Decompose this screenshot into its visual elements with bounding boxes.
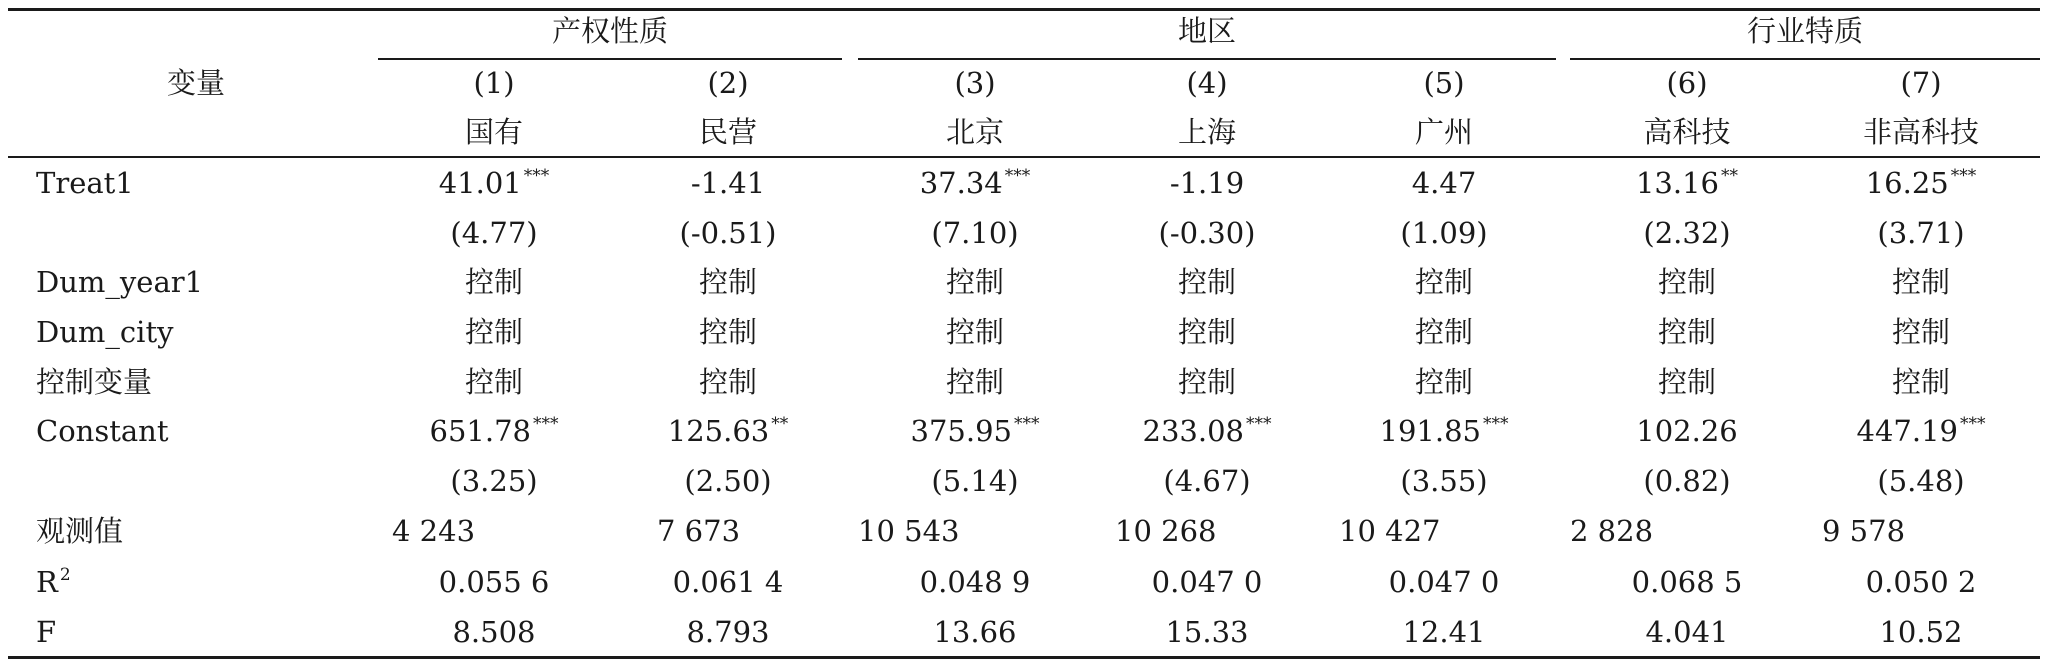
- significance-stars: ***: [1950, 166, 1977, 186]
- table-cell: 控制: [1177, 315, 1237, 349]
- table-cell: (-0.51): [679, 216, 777, 250]
- row-label: Dum_year1: [36, 265, 204, 299]
- group-header-ownership: 产权性质: [551, 14, 669, 48]
- table-cell: 控制: [1657, 265, 1717, 299]
- table-cell: 控制: [1891, 365, 1951, 399]
- table-cell: 控制: [945, 365, 1005, 399]
- table-cell: 控制: [1657, 365, 1717, 399]
- table-cell: 控制: [1891, 265, 1951, 299]
- significance-stars: ***: [1013, 414, 1040, 434]
- header-bottom-rule: [8, 156, 2040, 158]
- table-cell: (7.10): [931, 216, 1019, 250]
- significance-stars: ***: [532, 414, 559, 434]
- row-label: R $^2$: [36, 565, 71, 599]
- table-cell: 10 427: [1339, 514, 1441, 548]
- table-cell: (2.32): [1643, 216, 1731, 250]
- table-cell: 651.78 ***: [429, 414, 559, 448]
- column-header: 上海: [1177, 115, 1237, 149]
- table-cell: 2 828: [1570, 514, 1654, 548]
- table-cell: 4 243: [392, 514, 476, 548]
- column-header: 广州: [1414, 115, 1474, 149]
- table-cell: (3.25): [450, 464, 538, 498]
- table-cell: 9 578: [1822, 514, 1906, 548]
- table-cell: 0.061 4: [672, 565, 784, 599]
- table-cell: 13.16 **: [1635, 166, 1739, 200]
- row-label: F: [36, 615, 57, 649]
- column-number: (6): [1666, 66, 1708, 100]
- row-label: Dum_city: [36, 315, 174, 349]
- table-cell: (1.09): [1400, 216, 1488, 250]
- table-cell: 0.068 5: [1631, 565, 1743, 599]
- table-cell: 10 268: [1115, 514, 1217, 548]
- column-number: (3): [954, 66, 996, 100]
- variable-header: 变量: [166, 66, 226, 100]
- table-cell: 0.048 9: [919, 565, 1031, 599]
- table-cell: (5.14): [931, 464, 1019, 498]
- table-cell: 0.047 0: [1388, 565, 1500, 599]
- table-cell: (2.50): [684, 464, 772, 498]
- table-cell: 13.66: [933, 615, 1017, 649]
- table-cell: 控制: [464, 265, 524, 299]
- table-cell: 4.041: [1645, 615, 1729, 649]
- significance-stars: ***: [1245, 414, 1272, 434]
- column-header: 国有: [464, 115, 524, 149]
- significance-stars: **: [771, 414, 789, 434]
- table-cell: 控制: [698, 265, 758, 299]
- group-rule-region: [858, 58, 1556, 60]
- column-number: (1): [473, 66, 515, 100]
- table-cell: 0.055 6: [438, 565, 550, 599]
- group-rule-industry: [1570, 58, 2040, 60]
- table-cell: 控制: [698, 365, 758, 399]
- table-cell: (-0.30): [1158, 216, 1256, 250]
- significance-stars: **: [1721, 166, 1739, 186]
- group-header-region: 地区: [1177, 14, 1237, 48]
- table-cell: 控制: [1414, 365, 1474, 399]
- table-cell: 447.19 ***: [1856, 414, 1986, 448]
- significance-stars: ***: [1482, 414, 1509, 434]
- row-label: Constant: [36, 414, 169, 448]
- table-cell: 125.63 **: [667, 414, 789, 448]
- table-cell: (0.82): [1643, 464, 1731, 498]
- table-cell: 16.25 ***: [1865, 166, 1977, 200]
- table-cell: 375.95 ***: [910, 414, 1040, 448]
- table-cell: 0.047 0: [1151, 565, 1263, 599]
- table-cell: 12.41: [1402, 615, 1486, 649]
- column-header: 北京: [945, 115, 1005, 149]
- table-cell: 控制: [698, 315, 758, 349]
- table-cell: 0.050 2: [1865, 565, 1977, 599]
- table-cell: 控制: [464, 315, 524, 349]
- column-number: (7): [1900, 66, 1942, 100]
- table-cell: 控制: [945, 315, 1005, 349]
- top-rule: [8, 8, 2040, 11]
- table-cell: (3.55): [1400, 464, 1488, 498]
- table-cell: 控制: [1177, 365, 1237, 399]
- table-cell: 233.08 ***: [1142, 414, 1272, 448]
- table-cell: 102.26: [1636, 414, 1738, 448]
- label-superscript: 2: [59, 565, 71, 585]
- column-number: (5): [1423, 66, 1465, 100]
- bottom-rule: [8, 656, 2040, 659]
- table-cell: 41.01 ***: [438, 166, 550, 200]
- column-header: 非高科技: [1862, 115, 1980, 149]
- table-cell: 37.34 ***: [919, 166, 1031, 200]
- table-cell: 15.33: [1165, 615, 1249, 649]
- table-cell: (4.77): [450, 216, 538, 250]
- column-header: 高科技: [1643, 115, 1731, 149]
- table-cell: 控制: [464, 365, 524, 399]
- table-cell: -1.19: [1169, 166, 1245, 200]
- table-cell: 191.85 ***: [1379, 414, 1509, 448]
- table-cell: 10.52: [1879, 615, 1963, 649]
- column-number: (4): [1186, 66, 1228, 100]
- table-cell: (5.48): [1877, 464, 1965, 498]
- table-cell: 8.793: [686, 615, 770, 649]
- table-cell: -1.41: [690, 166, 766, 200]
- table-cell: 控制: [945, 265, 1005, 299]
- table-cell: (3.71): [1877, 216, 1965, 250]
- significance-stars: ***: [523, 166, 550, 186]
- group-header-industry: 行业特质: [1746, 14, 1864, 48]
- table-cell: 7 673: [657, 514, 741, 548]
- table-cell: 控制: [1414, 265, 1474, 299]
- table-cell: 控制: [1177, 265, 1237, 299]
- table-cell: 4.47: [1411, 166, 1477, 200]
- group-rule-ownership: [378, 58, 842, 60]
- table-cell: 8.508: [452, 615, 536, 649]
- significance-stars: ***: [1959, 414, 1986, 434]
- table-cell: 控制: [1657, 315, 1717, 349]
- column-header: 民营: [698, 115, 758, 149]
- column-number: (2): [707, 66, 749, 100]
- table-cell: 控制: [1414, 315, 1474, 349]
- table-cell: 10 543: [858, 514, 960, 548]
- significance-stars: ***: [1004, 166, 1031, 186]
- table-cell: 控制: [1891, 315, 1951, 349]
- row-label: 控制变量: [36, 365, 153, 399]
- row-label: Treat1: [36, 166, 134, 200]
- table-cell: (4.67): [1163, 464, 1251, 498]
- row-label: 观测值: [36, 514, 124, 548]
